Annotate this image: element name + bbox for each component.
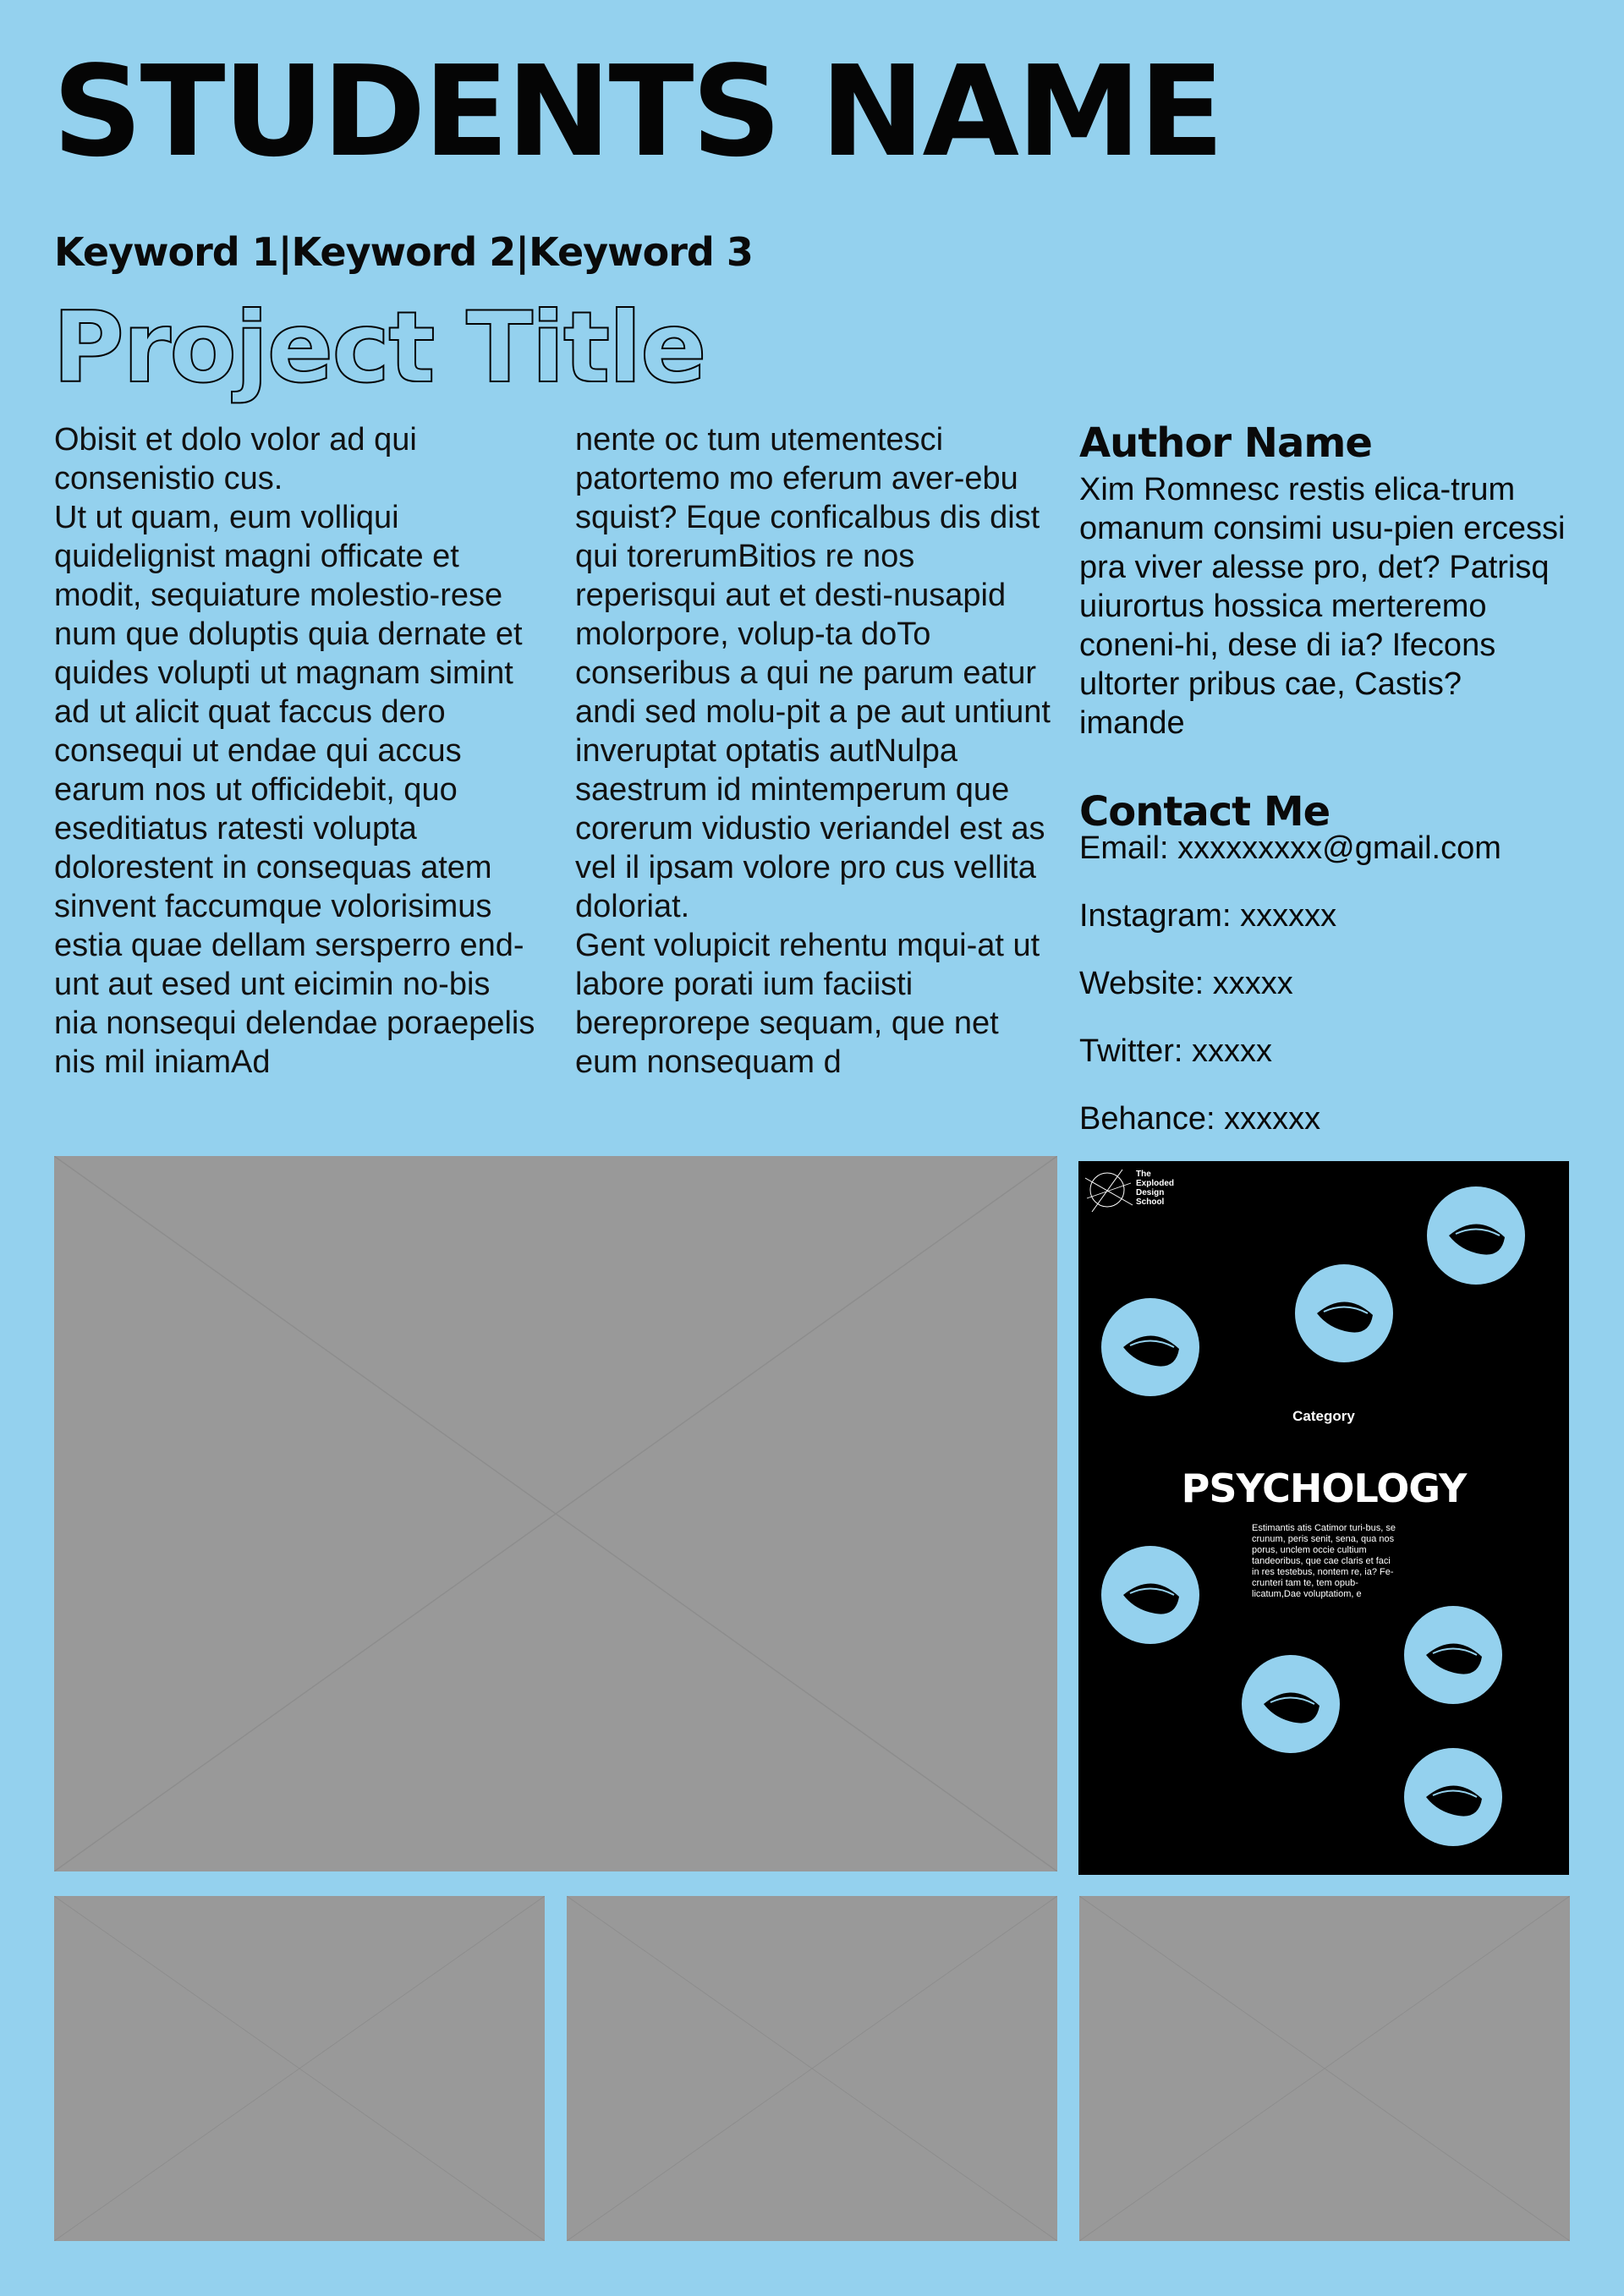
body-paragraph: nente oc tum utementesci patortemo mo eferum aver-ebu squist? Eque conficalbus dis dist qui torerumBitios re nos reperisqui aut et desti-nusapid molorpore, volup-ta doTo conseribus a qui ne parum eatur andi sed molu-pit a pe aut untiunt inveruptat optatis autNulpa saestrum id mintemperum que corerum vidustio veriandel est as vel il ipsam volore pro cus vellita doloriat. <box>575 422 1051 924</box>
poster-circle-icon <box>1427 1186 1525 1285</box>
poster-circle-icon <box>1404 1748 1502 1846</box>
body-column-2 <box>575 420 1057 1082</box>
body-column-1 <box>54 420 536 1082</box>
contact-instagram[interactable]: Instagram: xxxxxx <box>1079 898 1337 934</box>
school-logo-icon <box>1082 1164 1136 1219</box>
contact-twitter[interactable]: Twitter: xxxxx <box>1079 1033 1273 1069</box>
image-placeholder-bottom-1 <box>54 1896 545 2241</box>
poster-circle-icon <box>1101 1298 1199 1396</box>
poster-title: PSYCHOLOGY <box>1181 1466 1467 1511</box>
poster-circle-icon <box>1404 1606 1502 1704</box>
keywords: Keyword 1|Keyword 2|Keyword 3 <box>54 229 753 275</box>
author-name-heading: Author Name <box>1079 419 1372 467</box>
poster-text: Estimantis atis Catimor turi-bus, se crunum, peris senit, sena, qua nos porus, unclem occie cultium tandeoribus, que cae claris et faci in res testebus, nontem re, ia? Fe-crunteri tam te, tem opub-licatum,Dae voluptatiom, e <box>1252 1523 1396 1599</box>
contact-heading: Contact Me <box>1079 788 1330 836</box>
poster-circle-icon <box>1242 1655 1340 1753</box>
author-bio: Xim Romnesc restis elica-trum omanum consimi usu-pien ercessi pra viver alesse pro, det? Patrisq uiurortus hossica merteremo coneni-hi, dese di ia? Ifecons ultorter pribus cae, Castis? imande <box>1079 472 1566 741</box>
body-paragraph: Obisit et dolo volor ad qui consenistio cus. <box>54 422 417 496</box>
contact-email[interactable]: Email: xxxxxxxxx@gmail.com <box>1079 830 1501 866</box>
contact-behance[interactable]: Behance: xxxxxx <box>1079 1101 1321 1137</box>
image-placeholder-main <box>54 1156 1057 1871</box>
body-paragraph: Gent volupicit rehentu mqui-at ut labore porati ium faciisti bereprorepe sequam, que net eum nonsequam d <box>575 928 1040 1080</box>
contact-website[interactable]: Website: xxxxx <box>1079 966 1293 1001</box>
poster-circle-icon <box>1295 1264 1393 1362</box>
body-paragraph: Ut ut quam, eum volliqui quidelignist magni officate et modit, sequiature molestio-rese num que doluptis quia dernate et quides volupti ut magnam simint ad ut alicit quat faccus dero consequi ut endae qui accus earum nos ut officidebit, quo eseditiatus ratesti volupta dolorestent in consequas atem sinvent faccumque volorisimus estia quae dellam sersperro end-unt aut esed unt eicimin no-bis nia nonsequi delendae poraepelis nis mil iniamAd <box>54 500 535 1080</box>
poster-school-name: The Exploded Design School <box>1136 1170 1175 1207</box>
poster-category: Category <box>1292 1408 1355 1424</box>
contact-list <box>1079 829 1501 1167</box>
students-name: STUDENTS NAME <box>52 39 1222 184</box>
project-title: Project Title <box>52 291 705 405</box>
image-placeholder-bottom-2 <box>567 1896 1057 2241</box>
poster-circle-icon <box>1101 1546 1199 1644</box>
image-placeholder-bottom-3 <box>1079 1896 1570 2241</box>
psychology-poster <box>1078 1161 1569 1875</box>
